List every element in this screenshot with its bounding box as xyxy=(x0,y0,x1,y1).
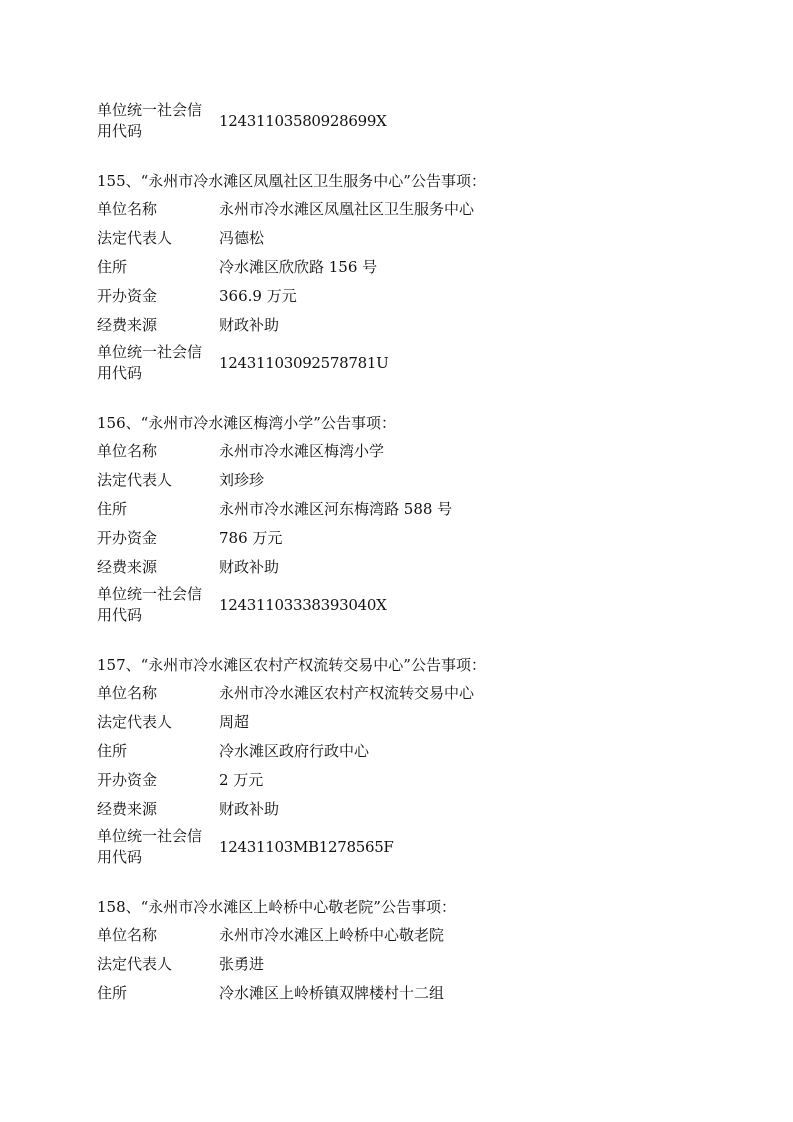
source-value: 财政补助 xyxy=(219,316,280,334)
code-value: 12431103MB1278565F xyxy=(219,838,394,856)
addr-value: 永州市冷水滩区河东梅湾路 588 号 xyxy=(219,500,453,518)
name-label: 单位名称 xyxy=(97,200,158,218)
rep-label: 法定代表人 xyxy=(97,955,173,973)
rep-label: 法定代表人 xyxy=(97,229,173,247)
funds-value: 786 万元 xyxy=(219,529,283,547)
name-label: 单位名称 xyxy=(97,926,158,944)
rep-value: 刘珍珍 xyxy=(219,471,265,489)
addr-value: 冷水滩区政府行政中心 xyxy=(219,742,370,760)
code-value: 12431103338393040X xyxy=(219,596,387,614)
funds-label: 开办资金 xyxy=(97,287,158,305)
rep-label: 法定代表人 xyxy=(97,713,173,731)
addr-label: 住所 xyxy=(97,500,128,518)
addr-label: 住所 xyxy=(97,742,128,760)
code-value: 12431103580928699X xyxy=(219,112,387,130)
name-value: 永州市冷水滩区凤凰社区卫生服务中心 xyxy=(219,200,475,218)
code-label-line2: 用代码 xyxy=(97,848,143,866)
code-label-line2: 用代码 xyxy=(97,364,143,382)
funds-label: 开办资金 xyxy=(97,529,158,547)
name-label: 单位名称 xyxy=(97,684,158,702)
addr-label: 住所 xyxy=(97,258,128,276)
name-value: 永州市冷水滩区上岭桥中心敬老院 xyxy=(219,926,445,944)
code-label-line1: 单位统一社会信 xyxy=(97,101,203,119)
source-label: 经费来源 xyxy=(97,558,158,576)
name-label: 单位名称 xyxy=(97,442,158,460)
name-value: 永州市冷水滩区农村产权流转交易中心 xyxy=(219,684,475,702)
entry-heading: 158、“永州市冷水滩区上岭桥中心敬老院”公告事项： xyxy=(97,898,456,916)
code-label-line1: 单位统一社会信 xyxy=(97,827,203,845)
code-label xyxy=(97,342,217,384)
addr-value: 冷水滩区上岭桥镇双牌楼村十二组 xyxy=(219,984,445,1002)
code-label-line1: 单位统一社会信 xyxy=(97,343,203,361)
addr-label: 住所 xyxy=(97,984,128,1002)
code-label xyxy=(97,826,217,868)
funds-value: 366.9 万元 xyxy=(219,287,297,305)
code-label-line1: 单位统一社会信 xyxy=(97,585,203,603)
entry-heading: 156、“永州市冷水滩区梅湾小学”公告事项： xyxy=(97,414,396,432)
addr-value: 冷水滩区欣欣路 156 号 xyxy=(219,258,378,276)
name-value: 永州市冷水滩区梅湾小学 xyxy=(219,442,385,460)
code-label-line2: 用代码 xyxy=(97,606,143,624)
rep-label: 法定代表人 xyxy=(97,471,173,489)
rep-value: 张勇进 xyxy=(219,955,265,973)
code-label xyxy=(97,584,217,626)
funds-value: 2 万元 xyxy=(219,771,264,789)
entry-heading: 157、“永州市冷水滩区农村产权流转交易中心”公告事项： xyxy=(97,656,486,674)
rep-value: 冯德松 xyxy=(219,229,265,247)
code-label-line2: 用代码 xyxy=(97,122,143,140)
source-value: 财政补助 xyxy=(219,800,280,818)
source-label: 经费来源 xyxy=(97,800,158,818)
rep-value: 周超 xyxy=(219,713,250,731)
funds-label: 开办资金 xyxy=(97,771,158,789)
entry-heading: 155、“永州市冷水滩区凤凰社区卫生服务中心”公告事项： xyxy=(97,172,486,190)
source-value: 财政补助 xyxy=(219,558,280,576)
source-label: 经费来源 xyxy=(97,316,158,334)
code-value: 12431103092578781U xyxy=(219,354,389,372)
code-label xyxy=(97,100,217,142)
